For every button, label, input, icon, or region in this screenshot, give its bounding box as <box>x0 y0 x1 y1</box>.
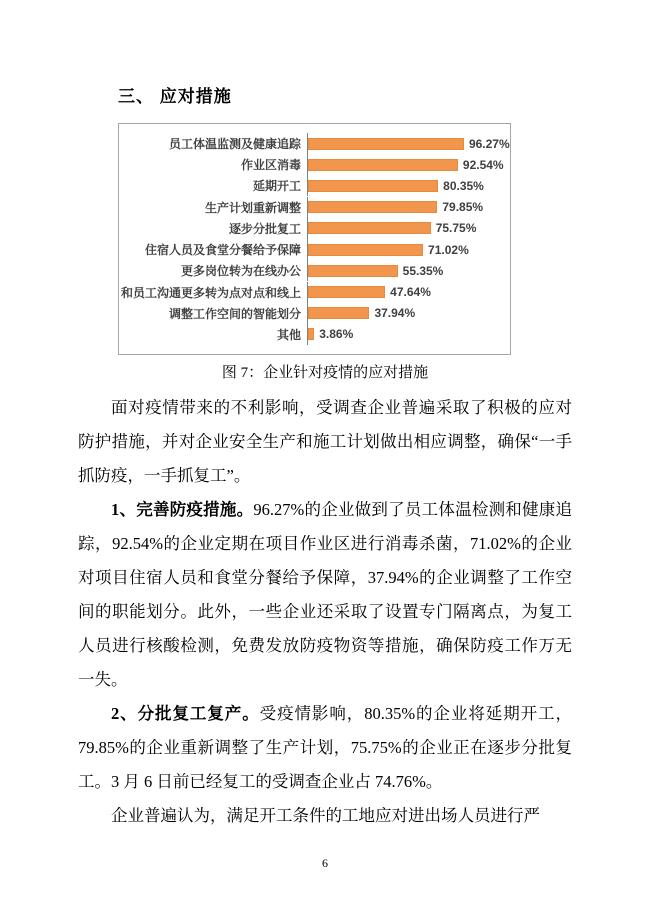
chart-value-label: 47.64% <box>390 285 431 300</box>
paragraph-run: 企业普遍认为，满足开工条件的工地应对进出场人员进行严 <box>111 806 540 825</box>
paragraph <box>78 391 572 493</box>
chart-plot-area <box>307 154 504 175</box>
chart-value-label: 96.27% <box>468 136 510 151</box>
chart-plot-area <box>307 175 504 196</box>
chart-value-label: 71.02% <box>428 242 469 257</box>
chart-plot-area <box>307 324 504 345</box>
figure-chart <box>0 123 650 384</box>
chart-value-label: 55.35% <box>402 263 444 278</box>
chart-category-label: 其他 <box>276 327 301 342</box>
chart-row <box>119 218 504 239</box>
chart-bar <box>308 138 464 150</box>
paragraph-run: 面对疫情带来的不利影响，受调查企业普遍采取了积极的应对防护措施，并对企业安全生产和施工计划做出相应调整，确保“一手抓防疫，一手抓复工”。 <box>78 398 572 485</box>
chart-value-label: 79.85% <box>442 200 484 215</box>
chart-plot-area <box>307 303 504 324</box>
chart-plot-area <box>307 260 504 281</box>
body-text <box>78 391 572 833</box>
paragraph-run-bold: 1、完善防疫措施。 <box>111 500 254 519</box>
figure-caption: 图 7：企业针对疫情的应对措施 <box>221 365 429 381</box>
chart-bar <box>308 286 385 298</box>
bar-chart <box>118 123 511 355</box>
chart-category-label: 逐步分批复工 <box>228 221 301 236</box>
chart-row <box>119 175 504 196</box>
chart-category-label: 生产计划重新调整 <box>204 200 301 215</box>
chart-row <box>119 133 510 154</box>
chart-category-label: 员工体温监测及健康追踪 <box>168 137 301 151</box>
chart-plot-area <box>307 197 504 218</box>
chart-bar <box>308 222 431 234</box>
chart-row <box>119 154 504 175</box>
chart-category-label: 更多岗位转为在线办公 <box>180 264 301 279</box>
chart-row <box>119 197 504 218</box>
chart-value-label: 80.35% <box>443 178 484 193</box>
chart-row <box>119 239 504 260</box>
paragraph-run: 96.27%的企业做到了员工体温检测和健康追踪，92.54%的企业定期在项目作业区进行消毒杀菌，71.02%的企业对项目住宿人员和食堂分餐给予保障，37.94%的企业调整了工作空间的职能划分。此外，一些企业还采取了设置专门隔离点，为复工人员进行核酸检测，免费发放防疫物资等措施，确保防疫工作万无一失。 <box>78 500 573 689</box>
chart-row <box>119 260 504 281</box>
chart-bar <box>308 201 437 213</box>
chart-row <box>119 324 504 345</box>
chart-bar <box>308 328 314 340</box>
chart-bar <box>308 159 458 171</box>
paragraph-run: 受疫情影响，80.35%的企业将延期开工，79.85%的企业重新调整了生产计划，75.75%的企业正在逐步分批复工。3 月 6 日前已经复工的受调查企业占 74.76%。 <box>78 704 572 791</box>
chart-category-label: 和员工沟通更多转为点对点和线上 <box>120 285 301 300</box>
chart-value-label: 75.75% <box>435 221 477 236</box>
chart-plot-area <box>307 133 510 154</box>
section-heading: 三、 应对措施 <box>118 87 232 106</box>
chart-value-label: 3.86% <box>319 327 354 342</box>
chart-value-label: 92.54% <box>462 157 504 172</box>
chart-value-label: 37.94% <box>374 306 416 321</box>
chart-bar <box>308 307 369 319</box>
chart-plot-area <box>307 218 504 239</box>
paragraph <box>78 799 572 833</box>
page-number: 6 <box>322 856 328 870</box>
chart-bar <box>308 265 398 277</box>
chart-category-label: 延期开工 <box>252 179 301 194</box>
chart-bar <box>308 244 423 256</box>
chart-row <box>119 303 504 324</box>
paragraph <box>78 493 572 697</box>
chart-category-label: 调整工作空间的智能划分 <box>168 306 301 321</box>
chart-bar <box>308 180 438 192</box>
paragraph <box>78 697 572 799</box>
chart-category-label: 作业区消毒 <box>240 158 301 173</box>
chart-category-label: 住宿人员及食堂分餐给予保障 <box>144 243 301 258</box>
chart-row <box>119 282 504 303</box>
chart-plot-area <box>307 239 504 260</box>
paragraph-run-bold: 2、分批复工复产。 <box>111 704 260 723</box>
chart-plot-area <box>307 282 504 303</box>
